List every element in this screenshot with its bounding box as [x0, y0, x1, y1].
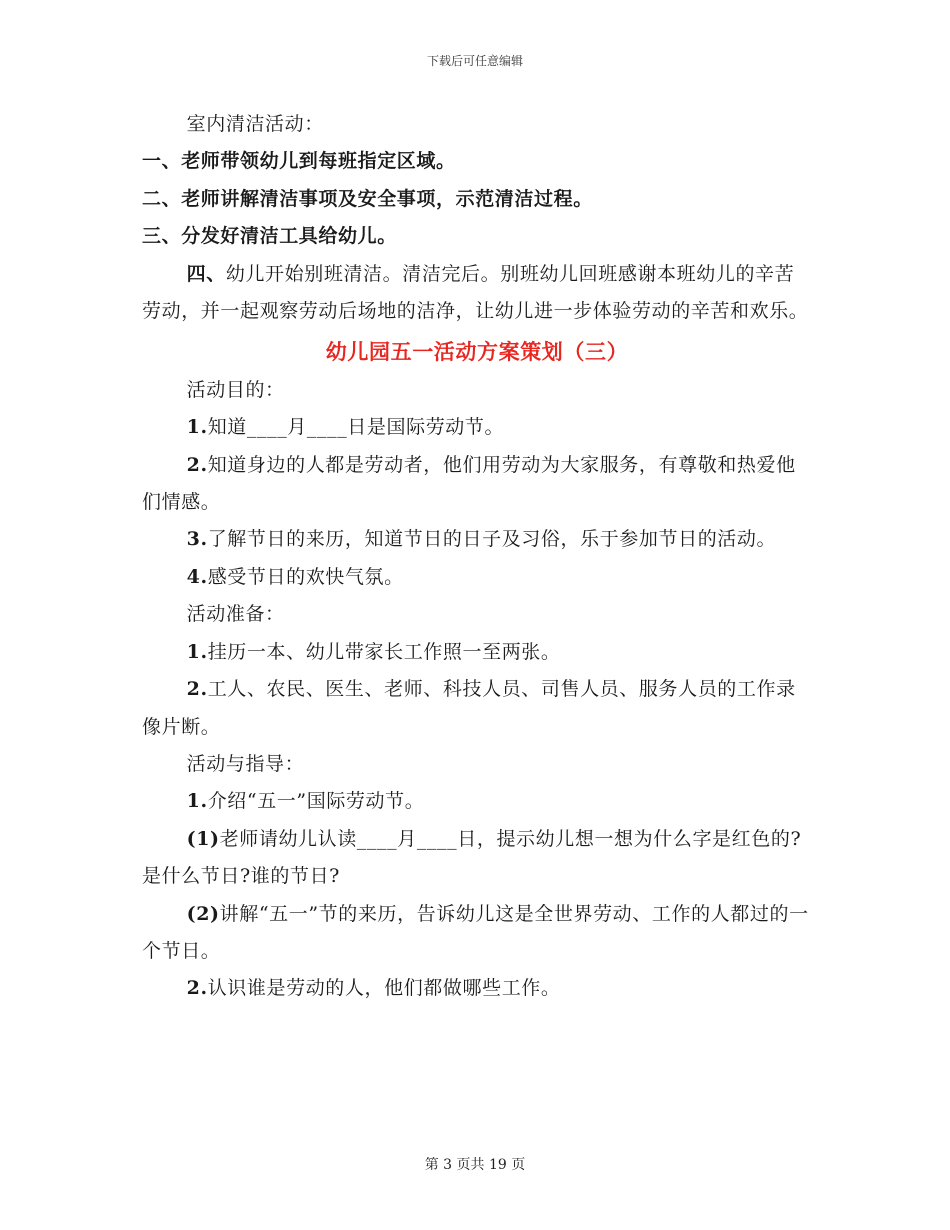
guide-subitem-2-number: (2) [186, 902, 220, 925]
goal-item-3-number: 3. [186, 528, 208, 551]
goal-item-2 [142, 447, 812, 522]
prep-item-2 [142, 671, 812, 746]
heading-activity-guidance: 活动与指导： [186, 752, 305, 775]
paragraph-indoor-cleaning: 室内清洁活动： [186, 113, 324, 135]
section-title: 幼儿园五一活动方案策划（三） [325, 339, 629, 365]
goal-item-1-text: 知道____月____日是国际劳动节。 [207, 416, 505, 439]
page-footer: 第 3 页共 19 页 [424, 1157, 526, 1173]
prep-item-2-text: 工人、农民、医生、老师、科技人员、司售人员、服务人员的工作录像片断。 [142, 678, 796, 738]
guide-subitem-1 [142, 821, 812, 896]
goal-item-4 [142, 559, 812, 596]
goal-item-3-text: 了解节日的来历，知道节日的日子及习俗，乐于参加节日的活动。 [207, 528, 777, 551]
step-four-text: 幼儿开始别班清洁。清洁完后。别班幼儿回班感谢本班幼儿的辛苦劳动，并一起观察劳动后场地的洁净，让幼儿进一步体验劳动的辛苦和欢乐。 [142, 262, 809, 323]
guide-item-2-text: 认识谁是劳动的人，他们都做哪些工作。 [207, 977, 561, 1000]
goal-item-2-text: 知道身边的人都是劳动者，他们用劳动为大家服务，有尊敬和热爱他们情感。 [142, 453, 796, 514]
document-body [142, 106, 812, 1008]
step-one: 一、老师带领幼儿到每班指定区域。 [142, 150, 456, 173]
page-header: 下载后可任意编辑 [426, 54, 523, 68]
step-four-number: 四、 [186, 262, 226, 285]
guide-subitem-2 [142, 896, 812, 971]
prep-item-1-number: 1. [186, 640, 208, 663]
step-two: 二、老师讲解清洁事项及安全事项，示范清洁过程。 [142, 187, 593, 210]
guide-item-1 [142, 783, 812, 820]
guide-subitem-1-number: (1) [186, 827, 220, 850]
guide-item-2-number: 2. [186, 977, 208, 1000]
guide-item-1-number: 1. [186, 790, 208, 813]
prep-item-2-number: 2. [186, 678, 208, 701]
goal-item-3 [142, 521, 812, 558]
prep-item-1-text: 挂历一本、幼儿带家长工作照一至两张。 [207, 640, 561, 663]
goal-item-1 [142, 409, 812, 446]
heading-activity-preparation: 活动准备： [186, 603, 285, 626]
guide-subitem-2-text: 讲解“五一”节的来历，告诉幼儿这是全世界劳动、工作的人都过的一个节日。 [142, 902, 809, 962]
goal-item-2-number: 2. [186, 453, 208, 476]
step-three: 三、分发好清洁工具给幼儿。 [142, 225, 397, 248]
step-four [142, 256, 812, 331]
heading-activity-goal: 活动目的： [186, 378, 285, 401]
guide-item-1-text: 介绍“五一”国际劳动节。 [207, 790, 425, 813]
goal-item-4-number: 4. [186, 565, 208, 588]
prep-item-1 [142, 634, 812, 671]
goal-item-1-number: 1. [186, 416, 208, 439]
goal-item-4-text: 感受节日的欢快气氛。 [207, 565, 404, 588]
guide-subitem-1-text: 老师请幼儿认读____月____日，提示幼儿想一想为什么字是红色的?是什么节日?谁的节日? [142, 827, 802, 888]
guide-item-2 [142, 970, 812, 1007]
